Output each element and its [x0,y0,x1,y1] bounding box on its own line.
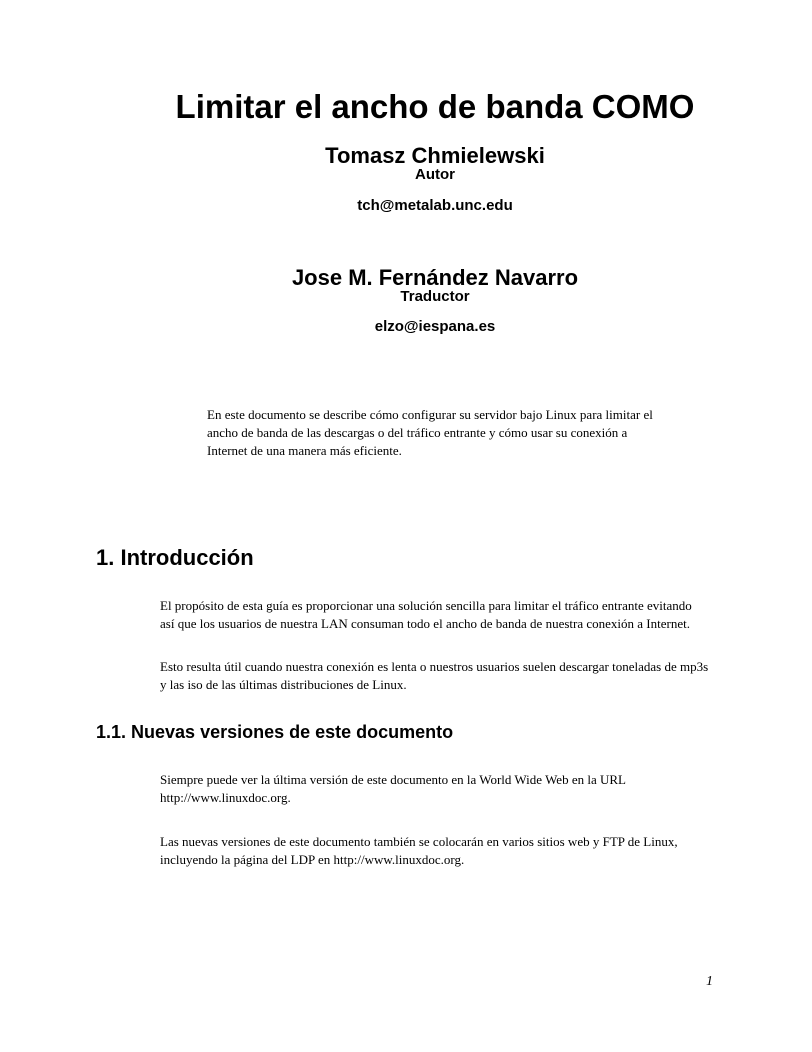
author-role: Autor [415,166,455,183]
section-heading-nuevas-versiones: 1.1. Nuevas versiones de este documento [96,722,454,742]
paragraph [160,833,740,869]
document-title: Limitar el ancho de banda COMO [175,88,695,125]
paragraph [160,658,740,694]
page-number: 1 [706,974,713,989]
author-name: Tomasz Chmielewski [325,143,545,168]
paragraph-line: así que los usuarios de nuestra LAN consuman todo el ancho de banda de nuestra conexión a Internet. [160,616,690,631]
paragraph [160,597,740,633]
abstract-line: En este documento se describe cómo configurar su servidor bajo Linux para limitar el [207,407,653,422]
abstract-line: Internet de una manera más eficiente. [207,443,402,458]
paragraph-line: y las iso de las últimas distribuciones de Linux. [160,677,407,692]
translator-role: Traductor [400,288,470,305]
abstract-line: ancho de banda de las descargas o del tráfico entrante y cómo usar su conexión a [207,425,628,440]
paragraph-line: Las nuevas versiones de este documento también se colocarán en varios sitios web y FTP de Linux, [160,834,678,849]
translator-email: elzo@iespana.es [374,318,496,335]
paragraph-line: incluyendo la página del LDP en http://www.linuxdoc.org. [160,852,465,867]
paragraph-line: El propósito de esta guía es proporcionar una solución sencilla para limitar el tráfico entrante evitando [160,598,692,613]
paragraph-line: Esto resulta útil cuando nuestra conexión es lenta o nuestros usuarios suelen descargar toneladas de mp3s [160,659,709,674]
author-email: tch@metalab.unc.edu [357,197,513,214]
translator-name: Jose M. Fernández Navarro [291,265,579,290]
paragraph-line: Siempre puede ver la última versión de este documento en la World Wide Web en la URL [160,772,626,787]
paragraph-line: http://www.linuxdoc.org. [160,790,291,805]
paragraph [160,771,740,807]
abstract [207,406,677,460]
section-heading-introduccion: 1. Introducción [96,545,254,570]
